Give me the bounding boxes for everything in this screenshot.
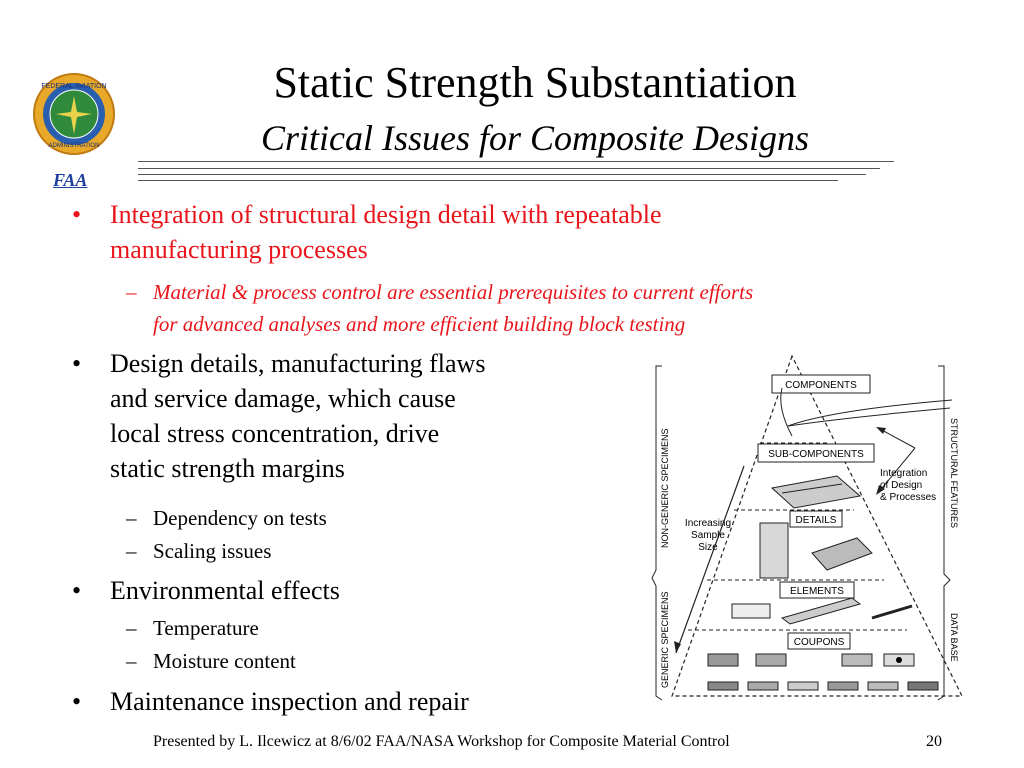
sub-line: Temperature — [153, 616, 259, 640]
level-sub-components: SUB-COMPONENTS — [768, 449, 864, 460]
bullet-line: manufacturing processes — [110, 235, 368, 264]
integration-line-3: & Processes — [880, 492, 937, 503]
logo-ring-bottom: ADMINISTRATION — [48, 143, 100, 149]
label-structural-features: STRUCTURAL FEATURES — [949, 418, 959, 529]
increasing-line-2: Sample — [691, 530, 725, 541]
title-rule-4 — [138, 180, 838, 181]
footer-text: Presented by L. Ilcewicz at 8/6/02 FAA/NASA Workshop for Composite Material Control — [153, 733, 730, 750]
level-components: COMPONENTS — [785, 380, 857, 391]
bullet-line: Design details, manufacturing flaws — [110, 349, 486, 378]
slide-number: 20 — [926, 733, 942, 750]
level-coupons: COUPONS — [793, 637, 845, 648]
title-rule-1 — [138, 161, 894, 162]
title-rule-2 — [138, 168, 880, 169]
logo-ring-top: FEDERAL AVIATION — [41, 83, 107, 90]
slide-title: Static Strength Substantiation — [273, 58, 797, 107]
bullet-line: and service damage, which cause — [110, 384, 456, 413]
level-elements: ELEMENTS — [790, 586, 844, 597]
label-generic-specimens: GENERIC SPECIMENS — [660, 591, 670, 688]
building-block-pyramid-diagram — [632, 348, 982, 718]
bullet-line: Environmental effects — [110, 576, 340, 605]
bullet-line: static strength margins — [110, 454, 345, 483]
level-details: DETAILS — [795, 515, 837, 526]
integration-line-1: Integration — [880, 468, 928, 479]
bullet-line: Maintenance inspection and repair — [110, 687, 469, 716]
increasing-line-1: Increasing — [684, 518, 732, 529]
sub-line: Dependency on tests — [153, 506, 327, 530]
sub-line: Material & process control are essential prerequisites to current efforts — [153, 280, 754, 304]
bullet-line: Integration of structural design detail with repeatable — [110, 200, 662, 229]
sub-line: for advanced analyses and more efficient building block testing — [153, 312, 686, 336]
title-rule-3 — [138, 174, 866, 175]
faa-tag: FAA — [53, 170, 88, 190]
sub-line: Moisture content — [153, 649, 296, 673]
integration-line-2: of Design — [880, 480, 923, 491]
label-non-generic-specimens: NON-GENERIC SPECIMENS — [660, 428, 670, 548]
increasing-line-3: Size — [698, 542, 718, 553]
label-data-base: DATA BASE — [949, 613, 959, 662]
slide-subtitle: Critical Issues for Composite Designs — [260, 118, 809, 158]
bullet-line: local stress concentration, drive — [110, 419, 440, 448]
faa-seal-logo — [32, 72, 116, 156]
sub-line: Scaling issues — [153, 539, 272, 563]
